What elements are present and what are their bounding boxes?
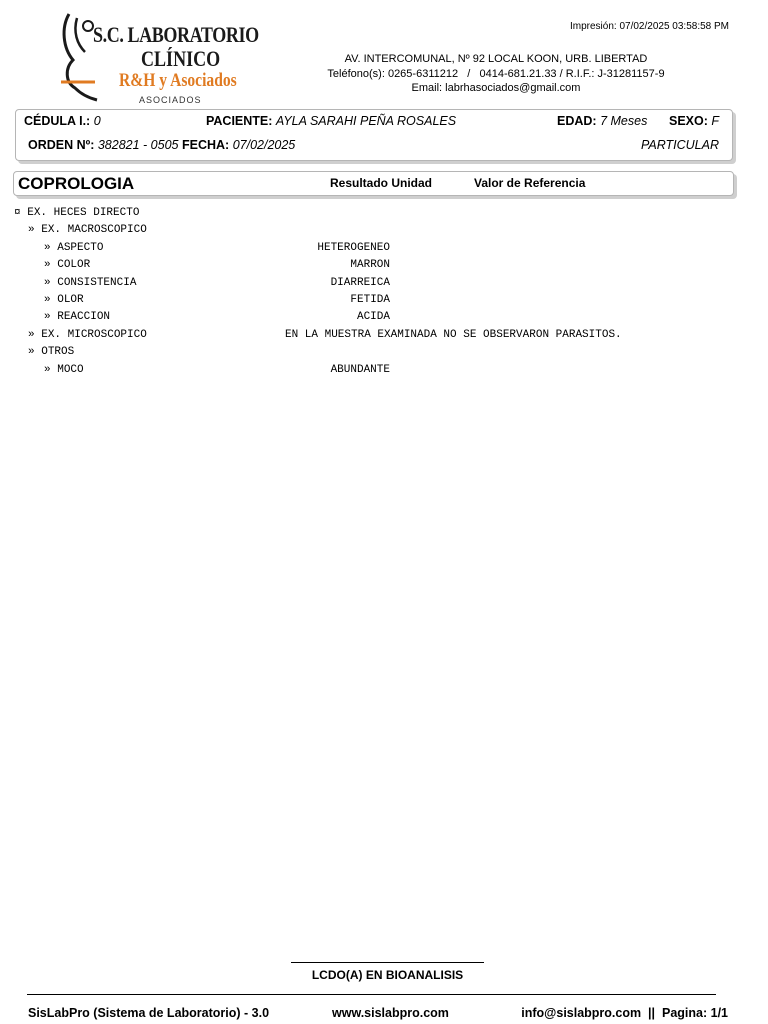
- cedula-label: CÉDULA I.:: [24, 114, 91, 128]
- bullet-icon: »: [28, 346, 35, 359]
- bullet-icon: »: [44, 241, 51, 254]
- fecha-value: 07/02/2025: [232, 138, 296, 152]
- print-date: Impresión: 07/02/2025 03:58:58 PM: [570, 21, 729, 32]
- section-header: [13, 171, 734, 196]
- result-row-microscopico: [14, 329, 754, 346]
- edad-value: 7 Meses: [600, 114, 648, 128]
- cedula-value: 0: [93, 114, 101, 128]
- cedula-field: [24, 114, 101, 128]
- result-row-color: [14, 259, 754, 276]
- lab-logo: [55, 8, 260, 104]
- result-row-otros: [14, 346, 754, 363]
- results-list: [14, 207, 754, 381]
- bullet-icon: »: [44, 311, 51, 324]
- orden-label: ORDEN Nº:: [28, 138, 95, 152]
- lab-email: Email: labrhasociados@gmail.com: [411, 82, 581, 94]
- orden-value: 382821 - 0505: [97, 138, 179, 152]
- result-label: EX. MACROSCOPICO: [41, 224, 147, 237]
- bullet-icon: ¤: [14, 207, 21, 219]
- bullet-icon: »: [28, 328, 35, 341]
- lab-phones: Teléfono(s): 0265-6311212 / 0414-681.21.33 / R.I.F.: J-31281157-9: [327, 67, 665, 80]
- result-label: REACCION: [57, 311, 111, 324]
- result-label: ASPECTO: [57, 241, 104, 254]
- result-value: MARRON: [350, 259, 390, 272]
- signature-title: LCDO(A) EN BIOANALISIS: [311, 968, 464, 982]
- logo-line-4: ASOCIADOS: [139, 95, 202, 104]
- result-row-moco: [14, 364, 754, 381]
- result-row-macroscopico: [14, 224, 754, 241]
- result-row-consistencia: [14, 277, 754, 294]
- result-row-reaccion: [14, 311, 754, 328]
- bullet-icon: »: [28, 224, 35, 237]
- footer-website: www.sislabpro.com: [332, 1006, 449, 1020]
- logo-line-1: S.C. LABORATORIO: [93, 22, 259, 47]
- paciente-field: [206, 114, 456, 128]
- sexo-value: F: [711, 114, 720, 128]
- signature-line: [291, 962, 484, 963]
- result-value: HETEROGENEO: [317, 241, 390, 254]
- paciente-value: AYLA SARAHI PEÑA ROSALES: [275, 114, 457, 128]
- result-label: OLOR: [57, 293, 84, 306]
- bullet-icon: »: [44, 293, 51, 306]
- paciente-label: PACIENTE:: [206, 114, 273, 128]
- patient-type-value: PARTICULAR: [640, 138, 719, 152]
- result-value: FETIDA: [350, 293, 390, 306]
- bullet-icon: »: [44, 259, 51, 272]
- result-value: ABUNDANTE: [330, 363, 390, 376]
- section-title: COPROLOGIA: [18, 174, 135, 193]
- patient-info-box: [15, 109, 733, 161]
- result-label: CONSISTENCIA: [57, 276, 137, 289]
- footer-system: SisLabPro (Sistema de Laboratorio) - 3.0: [28, 1006, 270, 1020]
- lab-contact-info: [300, 52, 692, 96]
- lab-address: AV. INTERCOMUNAL, Nº 92 LOCAL KOON, URB. LIBERTAD: [344, 53, 648, 65]
- sexo-label: SEXO:: [669, 114, 708, 128]
- result-row-heces-directo: [14, 207, 754, 224]
- logo-line-3: R&H y Asociados: [119, 70, 237, 91]
- column-header-reference: Valor de Referencia: [474, 176, 586, 190]
- result-label: COLOR: [57, 259, 91, 272]
- logo-line-2: CLÍNICO: [141, 46, 221, 71]
- edad-field: [557, 114, 647, 128]
- result-row-olor: [14, 294, 754, 311]
- bullet-icon: »: [44, 276, 51, 289]
- result-value: EN LA MUESTRA EXAMINADA NO SE OBSERVARON PARASITOS.: [285, 328, 622, 341]
- footer-divider: [27, 994, 716, 995]
- result-label: EX. MICROSCOPICO: [41, 328, 147, 341]
- edad-label: EDAD:: [557, 114, 597, 128]
- result-value: DIARREICA: [330, 276, 390, 289]
- fecha-label: FECHA:: [181, 138, 230, 152]
- orden-field: [28, 138, 295, 152]
- footer-contact: info@sislabpro.com || Pagina: 1/1: [521, 1006, 728, 1020]
- patient-type: [641, 138, 719, 152]
- result-label: MOCO: [57, 363, 84, 376]
- result-label: OTROS: [41, 346, 75, 359]
- result-value: ACIDA: [356, 311, 390, 324]
- sexo-field: [669, 114, 719, 128]
- column-header-result: Resultado Unidad: [330, 176, 433, 190]
- result-label: EX. HECES DIRECTO: [27, 207, 140, 219]
- bullet-icon: »: [44, 363, 51, 376]
- result-row-aspecto: [14, 242, 754, 259]
